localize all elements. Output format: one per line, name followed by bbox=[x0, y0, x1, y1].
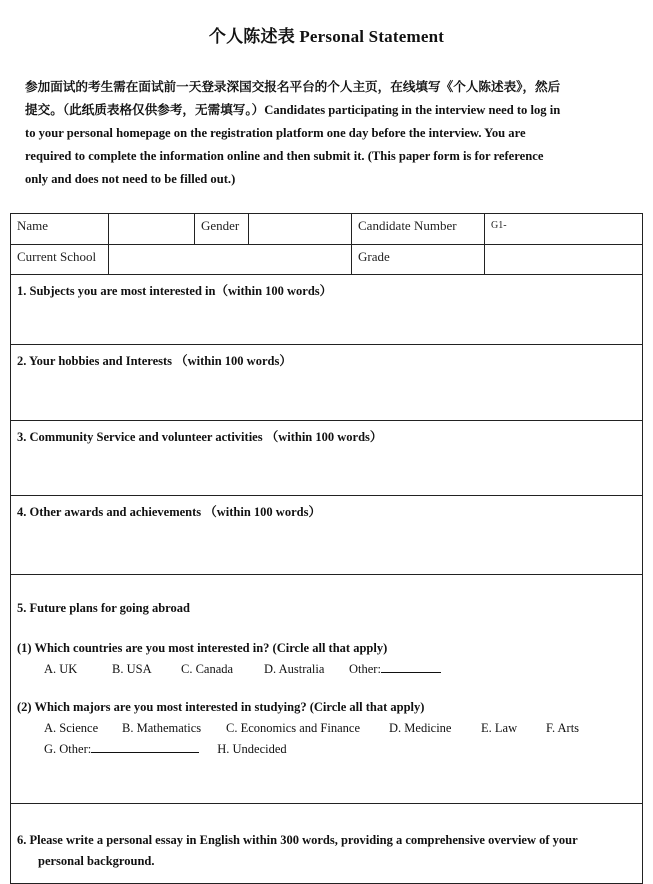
question-3-box[interactable] bbox=[11, 421, 643, 496]
question-6-line1: 6. Please write a personal essay in English within 300 words, providing a comprehensive overview of your bbox=[17, 833, 578, 847]
question-4: 4. Other awards and achievements （within 100 words） bbox=[17, 505, 321, 519]
option-undecided[interactable]: H. Undecided bbox=[217, 742, 287, 756]
candidate-number-field[interactable] bbox=[485, 214, 643, 245]
other-major-blank[interactable] bbox=[91, 752, 199, 753]
option-other-major[interactable]: G. Other: bbox=[44, 742, 92, 756]
question-1-box[interactable] bbox=[11, 275, 643, 345]
current-school-field[interactable] bbox=[109, 245, 352, 275]
candidate-number-prefix: G1- bbox=[491, 220, 507, 231]
major-options-row2 bbox=[44, 742, 636, 757]
question-5-box bbox=[11, 575, 643, 804]
option-canada[interactable]: C. Canada bbox=[181, 662, 234, 676]
current-school-label: Current School bbox=[17, 249, 97, 264]
instruction-line: only and does not need to be filled out.) bbox=[25, 172, 236, 186]
instruction-line: 提交。（此纸质表格仅供参考，无需填写。）Candidates participating in the interview need to log in bbox=[25, 103, 561, 117]
option-law[interactable]: E. Law bbox=[481, 721, 518, 735]
question-6-line2: personal background. bbox=[38, 854, 155, 868]
instructions bbox=[25, 76, 630, 191]
country-options bbox=[44, 662, 636, 677]
personal-statement-form bbox=[10, 213, 643, 884]
question-2-box[interactable] bbox=[11, 345, 643, 421]
option-science[interactable]: A. Science bbox=[44, 721, 99, 735]
gender-field[interactable] bbox=[249, 214, 352, 245]
question-5-1: (1) Which countries are you most interested in? (Circle all that apply) bbox=[17, 641, 388, 655]
option-uk[interactable]: A. UK bbox=[44, 662, 78, 676]
name-field[interactable] bbox=[109, 214, 195, 245]
major-options bbox=[44, 721, 636, 736]
page-title: 个人陈述表 Personal Statement bbox=[208, 27, 445, 46]
question-5-2: (2) Which majors are you most interested in studying? (Circle all that apply) bbox=[17, 700, 425, 714]
option-mathematics[interactable]: B. Mathematics bbox=[122, 721, 202, 735]
question-6 bbox=[11, 804, 642, 872]
name-label: Name bbox=[17, 218, 49, 233]
question-1: 1. Subjects you are most interested in（within 100 words） bbox=[17, 284, 333, 298]
instruction-line: 参加面试的考生需在面试前一天登录深国交报名平台的个人主页，在线填写《个人陈述表》，然后 bbox=[25, 80, 561, 94]
instruction-line: to your personal homepage on the registration platform one day before the interview. You are bbox=[25, 126, 526, 140]
instruction-line: required to complete the information online and then submit it. (This paper form is for reference bbox=[25, 149, 544, 163]
question-4-box[interactable] bbox=[11, 496, 643, 575]
candidate-number-label: Candidate Number bbox=[358, 218, 457, 233]
option-medicine[interactable]: D. Medicine bbox=[389, 721, 452, 735]
option-usa[interactable]: B. USA bbox=[112, 662, 152, 676]
option-other-country[interactable]: Other: bbox=[349, 662, 381, 676]
option-australia[interactable]: D. Australia bbox=[264, 662, 325, 676]
grade-field[interactable] bbox=[485, 245, 643, 275]
option-arts[interactable]: F. Arts bbox=[546, 721, 580, 735]
gender-label: Gender bbox=[201, 218, 240, 233]
question-3: 3. Community Service and volunteer activities （within 100 words） bbox=[17, 430, 383, 444]
other-country-blank[interactable] bbox=[381, 672, 441, 673]
question-2: 2. Your hobbies and Interests （within 100 words） bbox=[17, 354, 292, 368]
grade-label: Grade bbox=[358, 249, 390, 264]
question-5-title: 5. Future plans for going abroad bbox=[17, 601, 190, 615]
option-economics-finance[interactable]: C. Economics and Finance bbox=[226, 721, 360, 735]
question-6-box[interactable] bbox=[11, 804, 643, 884]
